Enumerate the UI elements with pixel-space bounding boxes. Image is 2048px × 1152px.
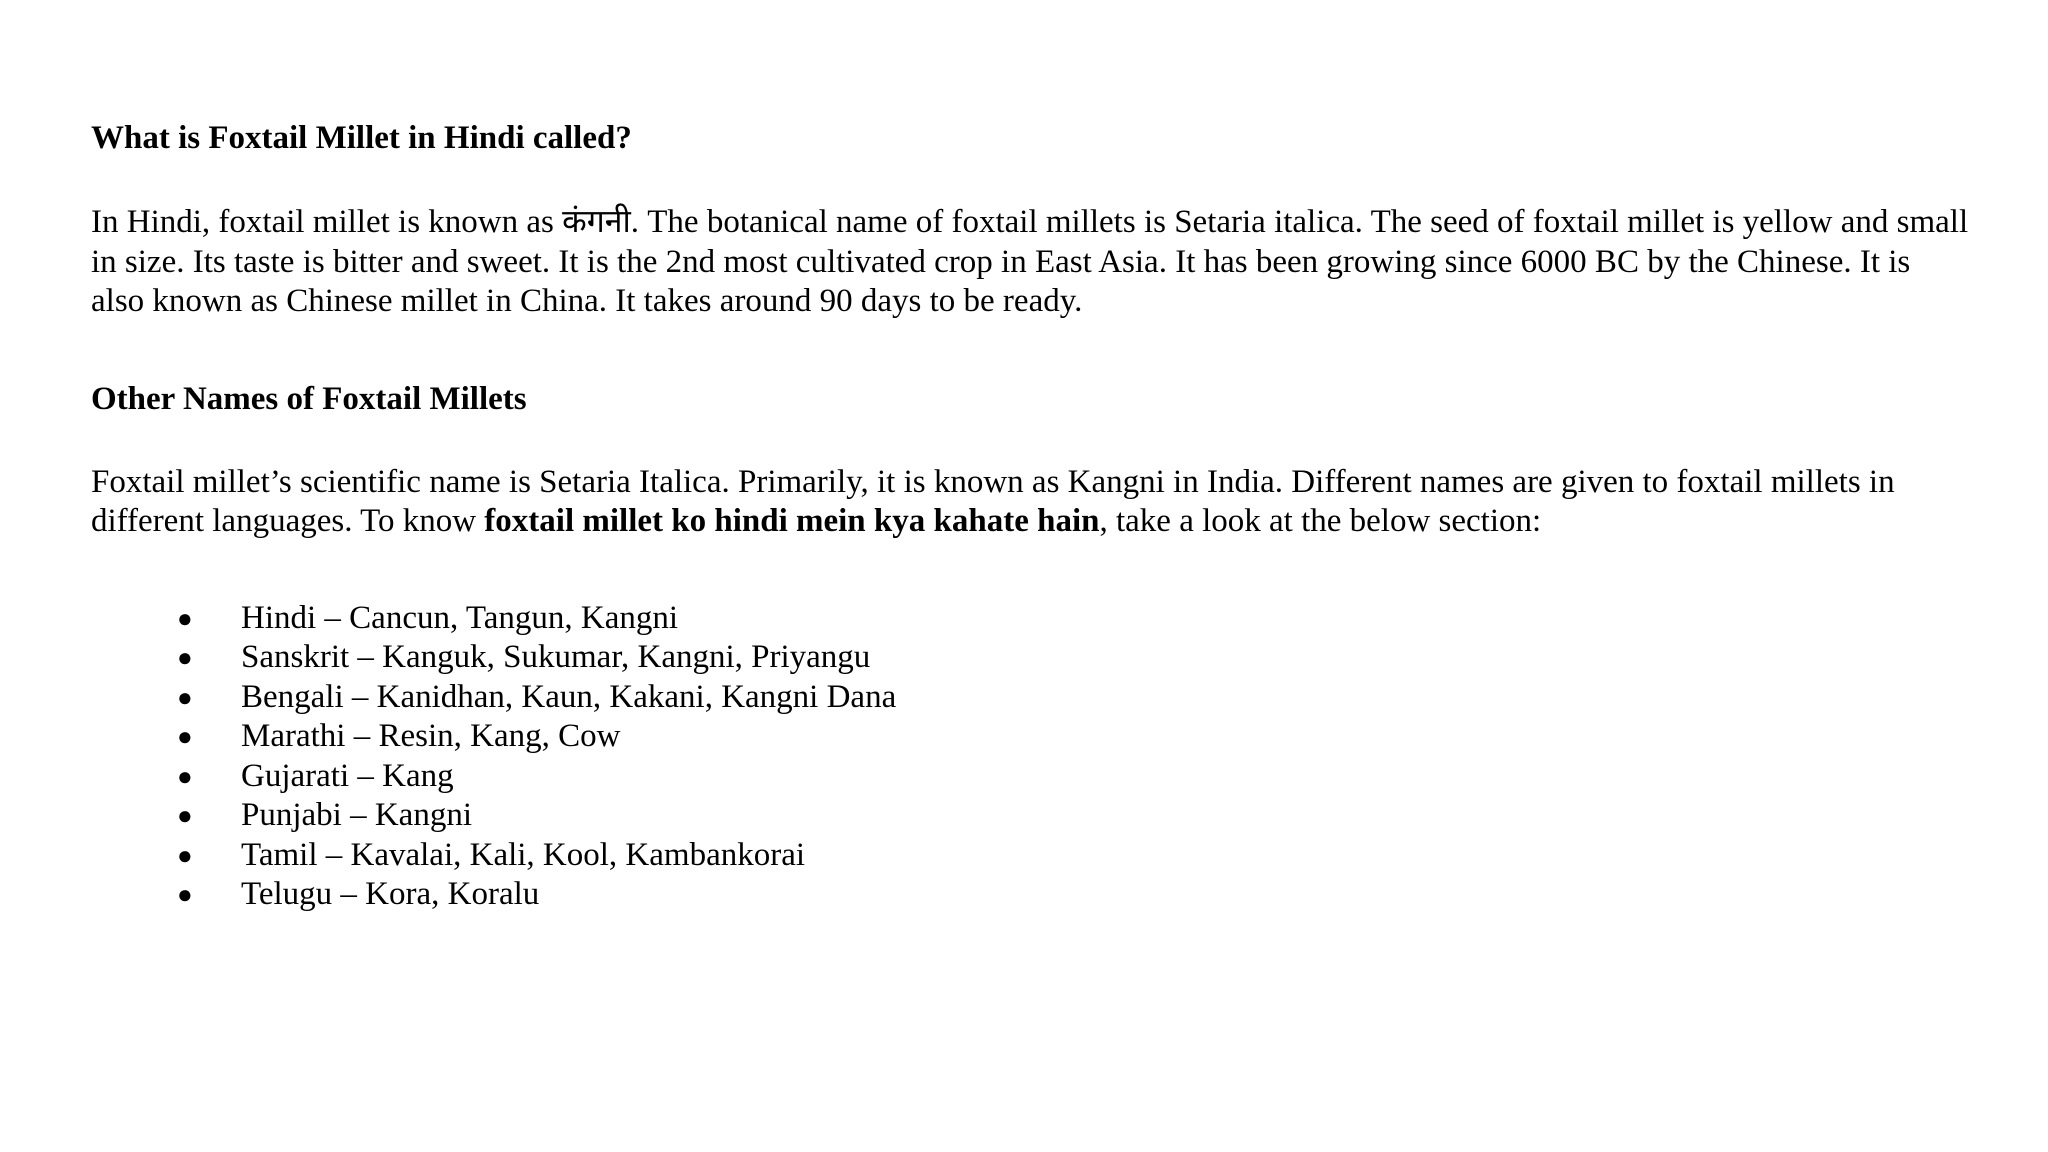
bullet-icon: ● [177, 682, 193, 712]
hindi-word: कंगनी [562, 202, 631, 240]
list-item [91, 717, 1971, 757]
bullet-icon: ● [177, 801, 193, 830]
paragraph-text: Foxtail millet’s scientific name is Setaria Italica. Primarily, it is known as Kangni in India. Different names are given to foxtail millets in different languages. To know [91, 463, 1895, 539]
list-item-text: Sanskrit – Kanguk, Sukumar, Kangni, Priyangu [241, 639, 871, 675]
bullet-icon: ● [177, 722, 193, 751]
list-item-text: Telugu – Kora, Koralu [241, 876, 540, 912]
list-item-text: Bengali – Kanidhan, Kaun, Kakani, Kangni Dana [241, 678, 897, 715]
bullet-icon: ● [177, 880, 193, 909]
bullet-icon: ● [177, 761, 193, 791]
list-item [91, 836, 1971, 876]
list-item-text: Hindi – Cancun, Tangun, Kangni [241, 599, 679, 636]
document-page [91, 118, 1971, 915]
bullet-icon: ● [177, 840, 193, 870]
list-item [91, 599, 1971, 639]
paragraph-other-names [91, 463, 1971, 542]
list-item [91, 757, 1971, 797]
list-item [91, 678, 1971, 718]
list-item [91, 875, 1971, 915]
paragraph-bold-text: foxtail millet ko hindi mein kya kahate hain [484, 503, 1100, 539]
bullet-icon: ● [177, 643, 193, 672]
list-item [91, 796, 1971, 836]
list-item-text: Punjabi – Kangni [241, 797, 472, 833]
heading-other-names: Other Names of Foxtail Millets [91, 380, 527, 417]
paragraph-text: . The botanical name of foxtail millets is Setaria italica. The seed of foxtail millet is yellow and small in size. Its taste is bitter and sweet. It is the 2nd most cultivated crop in East Asia. It has been growing since 6000 BC by the Chinese. It is also known as Chinese millet in China. It takes around 90 days to be ready. [91, 204, 1969, 319]
paragraph-text: In Hindi, foxtail millet is known as [91, 204, 563, 240]
bullet-icon: ● [177, 603, 193, 633]
list-item-text: Marathi – Resin, Kang, Cow [241, 718, 621, 754]
list-item [91, 638, 1971, 678]
paragraph-text: , take a look at the below section: [1099, 503, 1542, 539]
list-item-text: Tamil – Kavalai, Kali, Kool, Kambankorai [241, 836, 806, 873]
heading-foxtail-hindi: What is Foxtail Millet in Hindi called? [91, 120, 632, 156]
names-list [91, 599, 1971, 915]
list-item-text: Gujarati – Kang [241, 757, 454, 794]
paragraph-foxtail-description [91, 202, 1971, 322]
